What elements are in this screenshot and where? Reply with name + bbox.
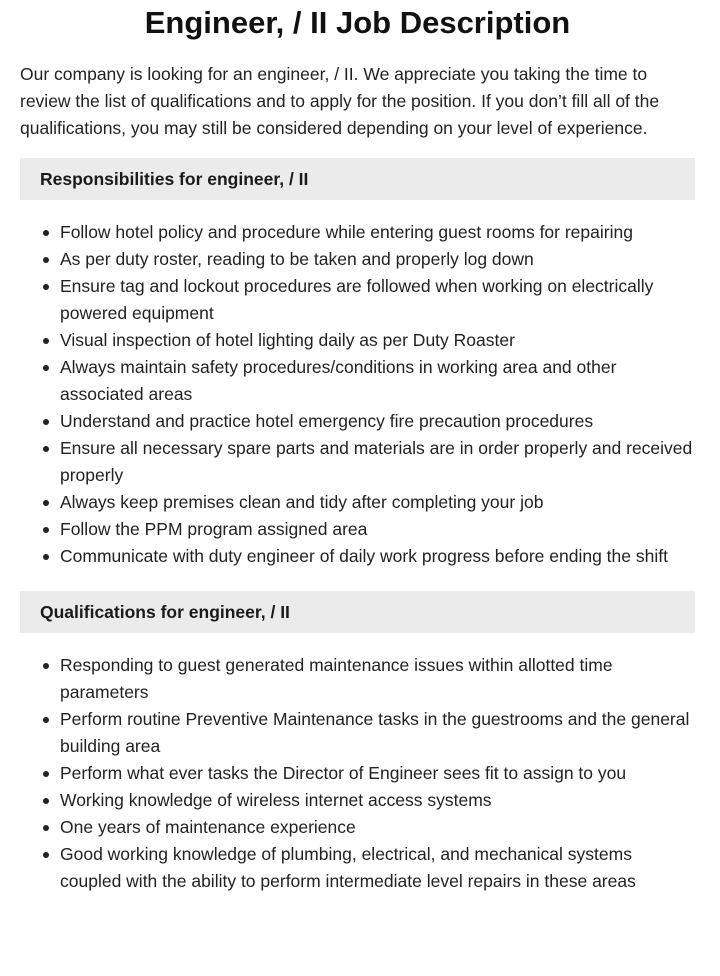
responsibilities-section (20, 158, 695, 570)
responsibilities-header (20, 158, 695, 200)
bullet-icon (43, 257, 49, 263)
list-item (20, 273, 695, 327)
bullet-icon (43, 852, 49, 858)
bullet-icon (43, 338, 49, 344)
bullet-icon (43, 663, 49, 669)
qualifications-header (20, 591, 695, 633)
bullet-icon (43, 554, 49, 560)
list-item (20, 327, 695, 354)
qualifications-list (20, 652, 695, 895)
list-item-text: Perform what ever tasks the Director of Engineer sees fit to assign to you (60, 763, 627, 783)
list-item (20, 246, 695, 273)
list-item-text: Working knowledge of wireless internet access systems (60, 790, 492, 810)
list-item (20, 814, 695, 841)
list-item-text: Ensure tag and lockout procedures are followed when working on electrically powered equipment (60, 276, 654, 323)
list-item-text: Always maintain safety procedures/conditions in working area and other associated areas (60, 357, 617, 404)
bullet-icon (43, 798, 49, 804)
bullet-icon (43, 230, 49, 236)
page-title: Engineer, / II Job Description (144, 5, 571, 40)
list-item (20, 489, 695, 516)
responsibilities-heading: Responsibilities for engineer, / II (40, 168, 309, 189)
section-spacer (20, 570, 695, 575)
list-item-text: Perform routine Preventive Maintenance tasks in the guestrooms and the general building area (60, 709, 690, 756)
bullet-icon (43, 284, 49, 290)
bullet-icon (43, 825, 49, 831)
list-item (20, 787, 695, 814)
list-item (20, 408, 695, 435)
list-item-text: Ensure all necessary spare parts and materials are in order properly and received properly (60, 438, 693, 485)
list-item (20, 435, 695, 489)
intro-paragraph: Our company is looking for an engineer, / II. We appreciate you taking the time to review the list of qualifications and to apply for the position. If you don’t fill all of the qualifications, you may still be considered depending on your level of experience. (20, 64, 660, 138)
list-item (20, 841, 695, 895)
list-item-text: One years of maintenance experience (60, 817, 356, 837)
list-item-text: Visual inspection of hotel lighting daily as per Duty Roaster (60, 330, 515, 350)
list-item (20, 760, 695, 787)
list-item (20, 543, 695, 570)
list-item-text: Always keep premises clean and tidy after completing your job (60, 492, 544, 512)
responsibilities-list (20, 219, 695, 570)
bullet-icon (43, 717, 49, 723)
bullet-icon (43, 446, 49, 452)
list-item-text: Responding to guest generated maintenance issues within allotted time parameters (60, 655, 613, 702)
qualifications-section (20, 591, 695, 895)
list-item (20, 652, 695, 706)
bullet-icon (43, 365, 49, 371)
bullet-icon (43, 771, 49, 777)
list-item-text: Good working knowledge of plumbing, electrical, and mechanical systems coupled with the ability to perform intermediate level repairs in these areas (60, 844, 636, 891)
list-item (20, 706, 695, 760)
bullet-icon (43, 527, 49, 533)
list-item-text: Communicate with duty engineer of daily work progress before ending the shift (60, 546, 668, 566)
qualifications-heading: Qualifications for engineer, / II (40, 601, 290, 622)
list-item-text: Follow hotel policy and procedure while entering guest rooms for repairing (60, 222, 633, 242)
list-item (20, 219, 695, 246)
list-item-text: As per duty roster, reading to be taken and properly log down (60, 249, 534, 269)
list-item-text: Follow the PPM program assigned area (60, 519, 368, 539)
list-item (20, 516, 695, 543)
bullet-icon (43, 500, 49, 506)
list-item-text: Understand and practice hotel emergency fire precaution procedures (60, 411, 594, 431)
bullet-icon (43, 419, 49, 425)
list-item (20, 354, 695, 408)
